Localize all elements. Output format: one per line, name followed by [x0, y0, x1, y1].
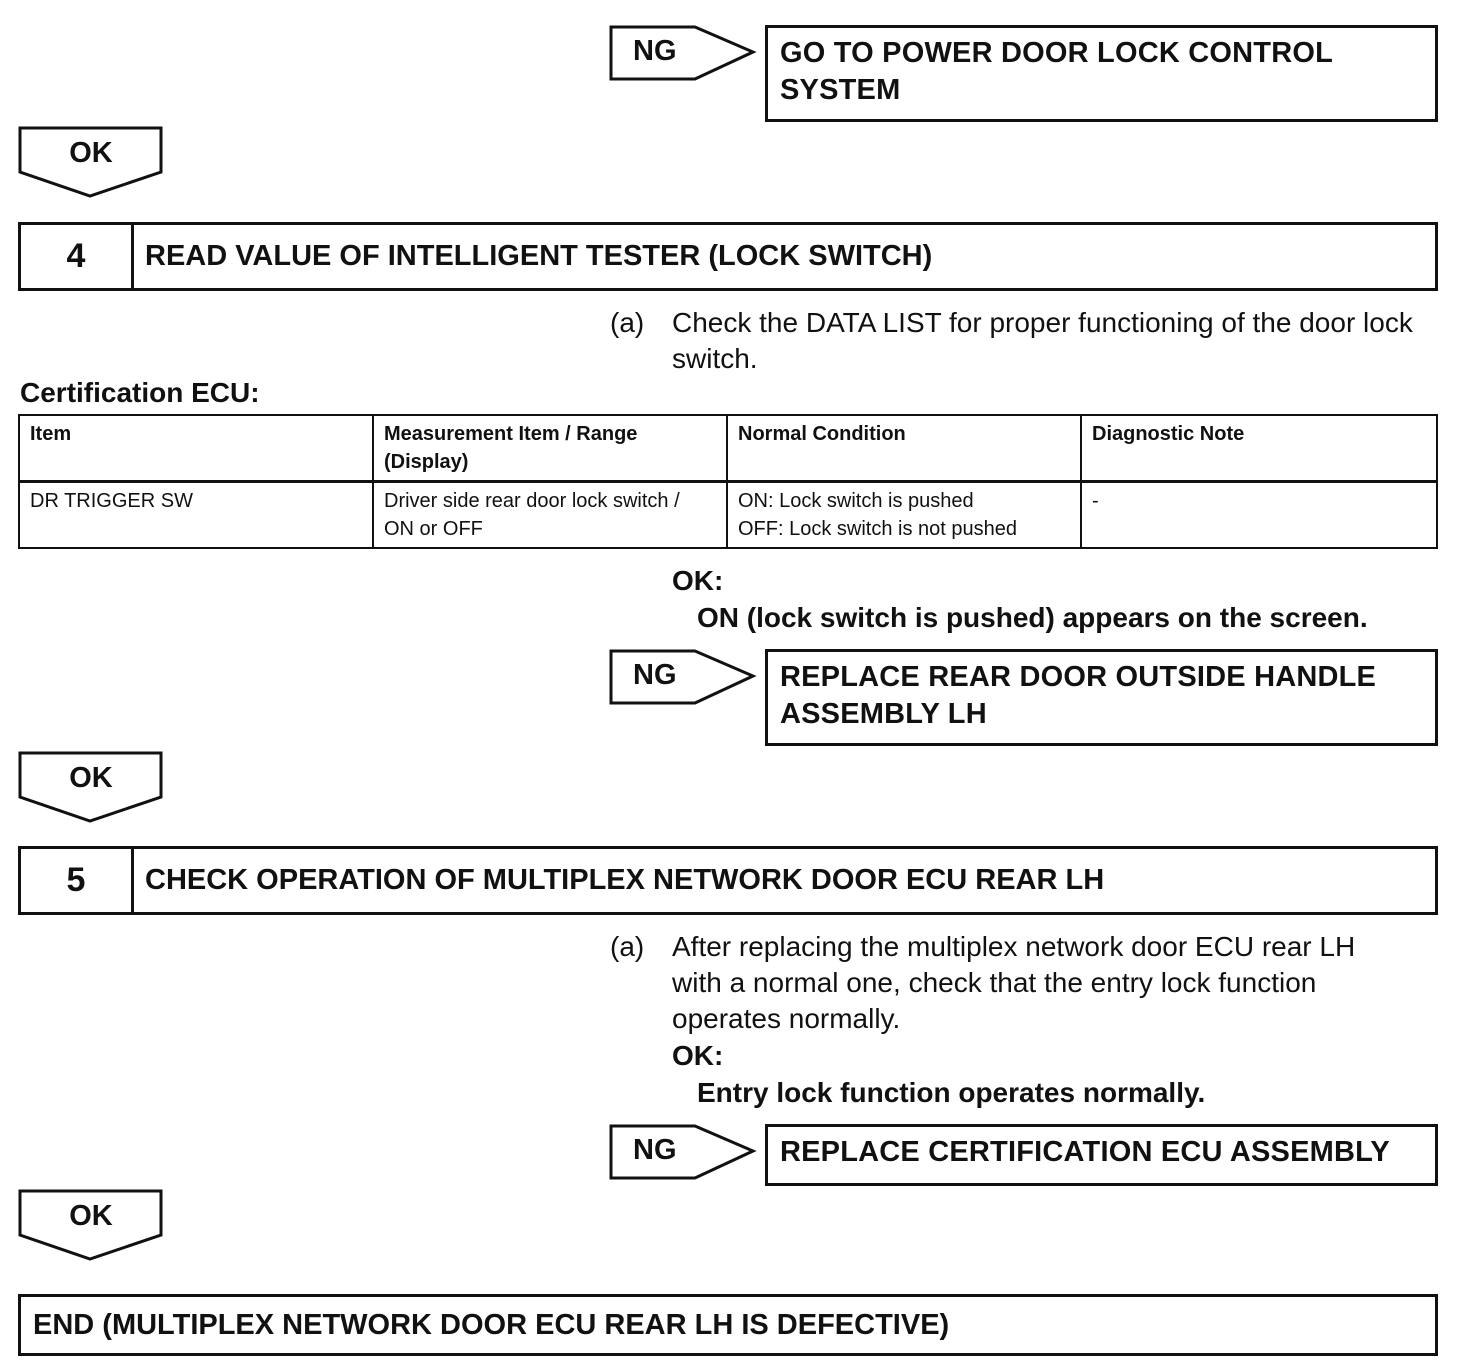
column-header: Diagnostic Note: [1081, 415, 1437, 482]
table-row: [19, 482, 1437, 549]
ng-result-text: GO TO POWER DOOR LOCK CONTROL SYSTEM: [780, 37, 1333, 106]
instruction-text: [672, 929, 1440, 1037]
ok-label: OK: [69, 137, 113, 169]
instruction-marker: (a): [610, 931, 645, 962]
ng-result-replace-certification-ecu: [765, 1124, 1438, 1186]
step-5-instruction: [610, 929, 1440, 1037]
ng-arrow-shape: [609, 649, 757, 705]
instruction-marker: (a): [610, 307, 645, 338]
column-header: Item: [19, 415, 373, 482]
column-header: Measurement Item / Range (Display): [373, 415, 727, 482]
ok-label: OK: [69, 762, 113, 794]
ng-result-line: ASSEMBLY LH: [780, 698, 987, 730]
ok-label: OK: [69, 1200, 113, 1232]
cell-line: OFF: Lock switch is not pushed: [738, 518, 1018, 540]
ng-result-replace-handle: [765, 649, 1438, 746]
data-list-table: [18, 414, 1438, 549]
column-header: Normal Condition: [727, 415, 1081, 482]
cell-diagnostic-note: -: [1081, 482, 1437, 549]
ok-description: ON (lock switch is pushed) appears on the screen.: [697, 602, 1368, 633]
ok-arrow: [18, 1189, 164, 1261]
ng-arrow-shape: [609, 1124, 757, 1180]
step-number: 5: [21, 849, 134, 912]
instruction-line: operates normally.: [672, 1003, 901, 1034]
ng-arrow-shape: [609, 25, 757, 81]
step-title: CHECK OPERATION OF MULTIPLEX NETWORK DOOR ECU REAR LH: [145, 864, 1105, 896]
instruction-text: Check the DATA LIST for proper functioning of the door lock switch.: [672, 307, 1413, 374]
ok-arrow: [18, 751, 164, 823]
step-4-ok-criteria: [672, 562, 1368, 636]
ng-arrow: [609, 25, 757, 81]
step-number: 4: [21, 225, 134, 288]
step-5-ok-criteria: [672, 1037, 1205, 1111]
ok-arrow: [18, 126, 164, 198]
cell-normal-condition: [727, 482, 1081, 549]
step-4-header: [18, 222, 1438, 291]
ok-heading: OK:: [672, 1040, 724, 1071]
cell-line: Driver side rear door lock switch /: [384, 490, 680, 512]
cell-measurement: [373, 482, 727, 549]
end-text: END (MULTIPLEX NETWORK DOOR ECU REAR LH IS DEFECTIVE): [33, 1308, 950, 1341]
step-title: READ VALUE OF INTELLIGENT TESTER (LOCK SWITCH): [145, 240, 933, 272]
ng-result-power-door-lock: [765, 25, 1438, 122]
cell-line: ON or OFF: [384, 518, 483, 540]
instruction-line: After replacing the multiplex network door ECU rear LH: [672, 931, 1356, 962]
ng-arrow: [609, 1124, 757, 1180]
step-4-instruction: [610, 305, 1440, 377]
step-5-header: [18, 846, 1438, 915]
ng-label: NG: [633, 1134, 677, 1166]
table-caption: Certification ECU:: [20, 377, 260, 408]
cell-line: ON: Lock switch is pushed: [738, 490, 974, 512]
instruction-line: with a normal one, check that the entry lock function: [672, 967, 1317, 998]
ng-result-line: REPLACE REAR DOOR OUTSIDE HANDLE: [780, 661, 1377, 693]
ng-label: NG: [633, 35, 677, 67]
table-header-row: [19, 415, 1437, 482]
ng-label: NG: [633, 659, 677, 691]
end-box: [18, 1294, 1438, 1356]
ok-heading: OK:: [672, 565, 724, 596]
ng-arrow: [609, 649, 757, 705]
cell-item: DR TRIGGER SW: [19, 482, 373, 549]
ng-result-text: REPLACE CERTIFICATION ECU ASSEMBLY: [780, 1136, 1390, 1168]
ok-description: Entry lock function operates normally.: [697, 1077, 1206, 1108]
